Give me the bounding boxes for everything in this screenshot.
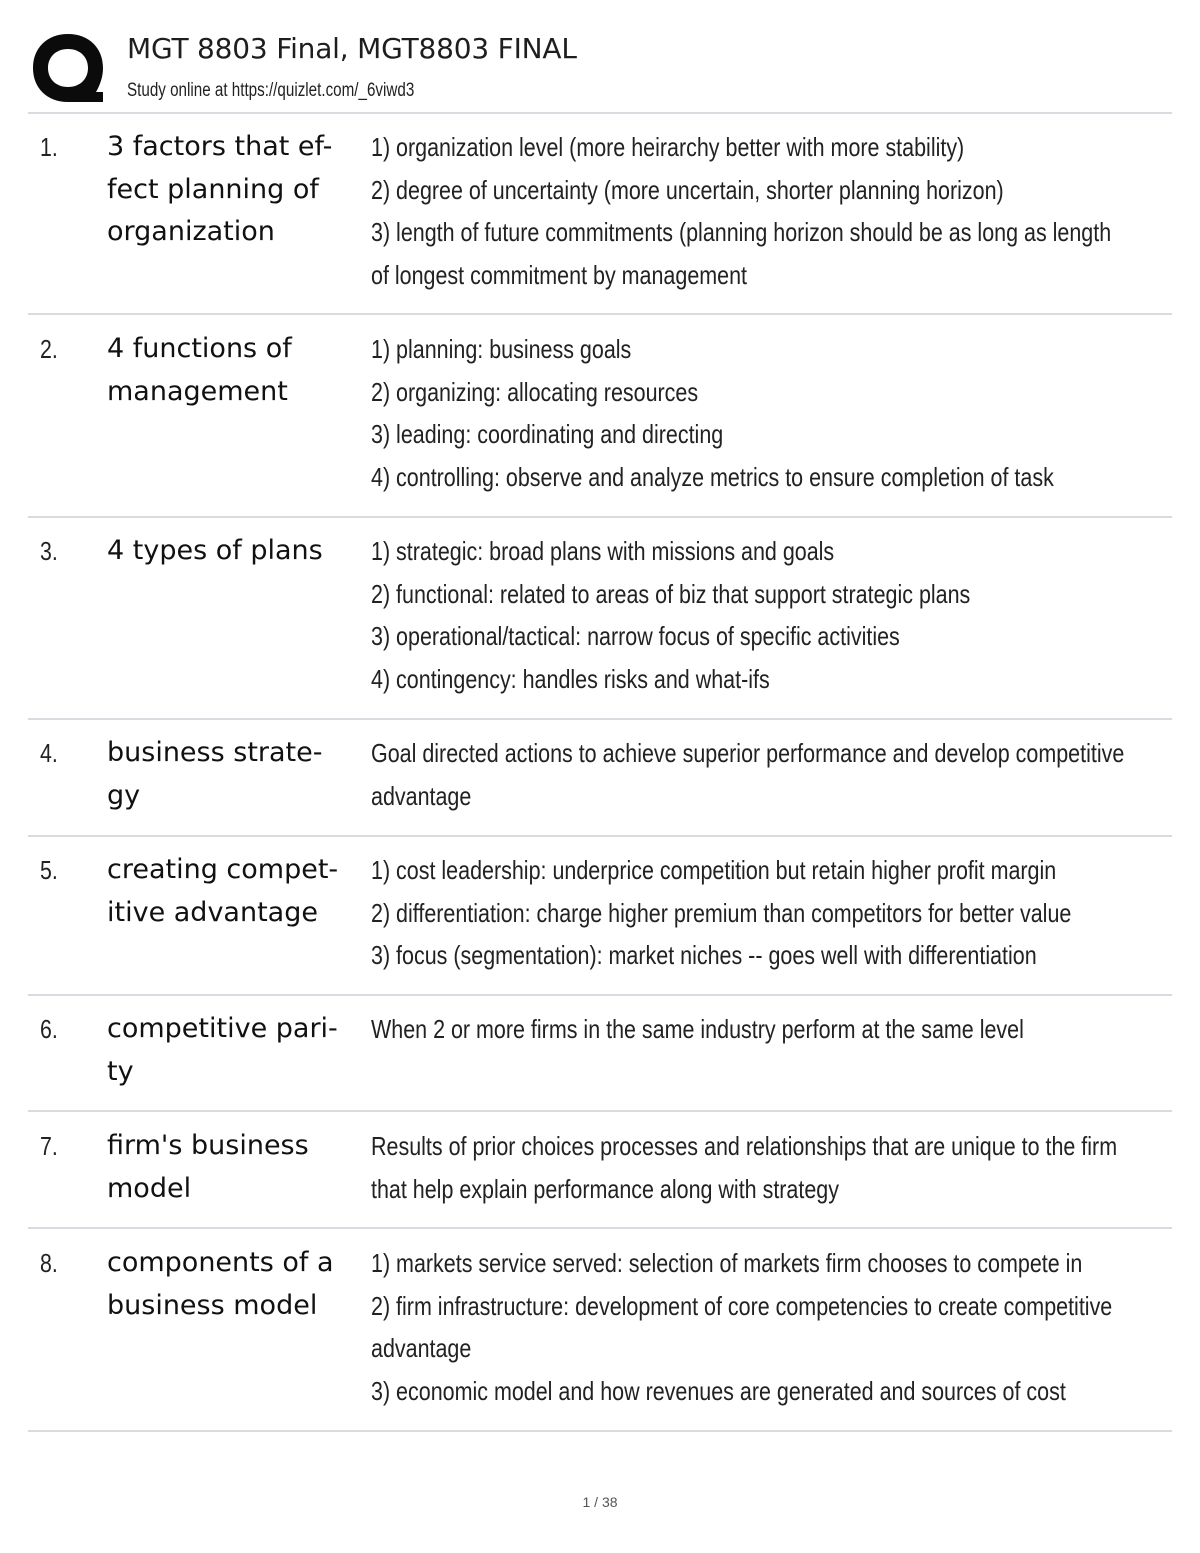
card-term	[107, 732, 369, 817]
card-definition	[371, 530, 1139, 700]
row-divider	[28, 835, 1172, 837]
definition-line: 3) economic model and how revenues are generated and sources of cost	[371, 1375, 1066, 1406]
definition-line: 3) leading: coordinating and directing	[371, 419, 724, 449]
header-divider	[28, 112, 1172, 114]
definition-line: 2) differentiation: charge higher premium than competitors for better value	[371, 897, 1072, 928]
term-line: business strate-	[107, 737, 323, 768]
card-number: 1.	[40, 132, 58, 162]
page-header	[30, 30, 1172, 112]
card-term	[107, 126, 369, 254]
page-title: MGT 8803 Final, MGT8803 FINAL	[127, 32, 577, 65]
definition-line: 3) length of future commitments (planning horizon should be as long as length	[371, 217, 1112, 247]
row-divider	[28, 313, 1172, 315]
card-definition	[371, 1242, 1139, 1412]
definition-line: 1) markets service served: selection of markets firm chooses to compete in	[371, 1248, 1083, 1278]
card-number: 6.	[40, 1014, 58, 1044]
card-term	[107, 328, 369, 413]
definition-line: advantage	[371, 780, 472, 811]
definition-line: 2) functional: related to areas of biz that support strategic plans	[371, 578, 971, 609]
row-divider	[28, 1430, 1172, 1432]
term-line: itive advantage	[107, 896, 318, 928]
term-line: 4 types of plans	[107, 535, 323, 566]
term-line: organization	[107, 216, 275, 247]
card-definition	[371, 1008, 1139, 1051]
card-term	[107, 530, 369, 573]
row-divider	[28, 516, 1172, 518]
definition-line: that help explain performance along with strategy	[371, 1173, 839, 1204]
card-term	[107, 1242, 369, 1327]
card-number: 5.	[40, 855, 58, 885]
term-line: model	[107, 1172, 192, 1204]
quizlet-logo-icon	[30, 30, 106, 106]
term-line: business model	[107, 1289, 318, 1321]
definition-line: 4) controlling: observe and analyze metrics to ensure completion of task	[371, 461, 1054, 492]
term-line: firm's business	[107, 1130, 309, 1161]
card-definition	[371, 1125, 1139, 1210]
definition-line: 4) contingency: handles risks and what-ifs	[371, 663, 770, 694]
card-definition	[371, 849, 1139, 977]
definition-line: Goal directed actions to achieve superior performance and develop competitive	[371, 738, 1125, 768]
definition-line: 2) organizing: allocating resources	[371, 376, 699, 407]
card-number: 3.	[40, 536, 58, 566]
definition-line: 2) firm infrastructure: development of core competencies to create competitive	[371, 1290, 1113, 1321]
card-term	[107, 1125, 369, 1210]
card-definition	[371, 126, 1139, 296]
term-line: components of a	[107, 1247, 334, 1278]
study-prefix: Study online at	[127, 80, 232, 101]
definition-line: 2) degree of uncertainty (more uncertain, shorter planning horizon)	[371, 174, 1004, 205]
definition-line: advantage	[371, 1333, 472, 1363]
card-definition	[371, 328, 1139, 498]
term-line: fect planning of	[107, 173, 319, 205]
term-line: ty	[107, 1055, 134, 1087]
definition-line: 1) strategic: broad plans with missions and goals	[371, 536, 835, 566]
term-line: creating compet-	[107, 854, 339, 885]
row-divider	[28, 1227, 1172, 1229]
term-line: 3 factors that ef-	[107, 131, 333, 162]
definition-line: 1) organization level (more heirarchy better with more stability)	[371, 132, 965, 162]
row-divider	[28, 1110, 1172, 1112]
definition-line: Results of prior choices processes and relationships that are unique to the firm	[371, 1131, 1118, 1161]
definition-line: 1) cost leadership: underprice competition but retain higher profit margin	[371, 855, 1057, 885]
definition-line: 3) focus (segmentation): market niches -- goes well with differentiation	[371, 940, 1037, 970]
study-url-link[interactable]: https://quizlet.com/_6viwd3	[231, 80, 415, 101]
card-term	[107, 849, 369, 934]
definition-line: 1) planning: business goals	[371, 334, 632, 364]
definition-line: When 2 or more firms in the same industry perform at the same level	[371, 1014, 1024, 1044]
definition-line: 3) operational/tactical: narrow focus of specific activities	[371, 621, 900, 651]
card-definition	[371, 732, 1139, 817]
card-number: 4.	[40, 738, 58, 768]
card-number: 2.	[40, 334, 58, 364]
term-line: gy	[107, 779, 141, 811]
term-line: management	[107, 375, 288, 407]
card-number: 7.	[40, 1131, 58, 1161]
term-line: competitive pari-	[107, 1013, 338, 1044]
definition-line: of longest commitment by management	[371, 259, 748, 290]
card-term	[107, 1008, 369, 1093]
row-divider	[28, 718, 1172, 720]
row-divider	[28, 994, 1172, 996]
term-line: 4 functions of	[107, 333, 292, 364]
card-number: 8.	[40, 1248, 58, 1278]
study-online-line	[127, 80, 414, 102]
page-number: 1 / 38	[582, 1494, 618, 1510]
